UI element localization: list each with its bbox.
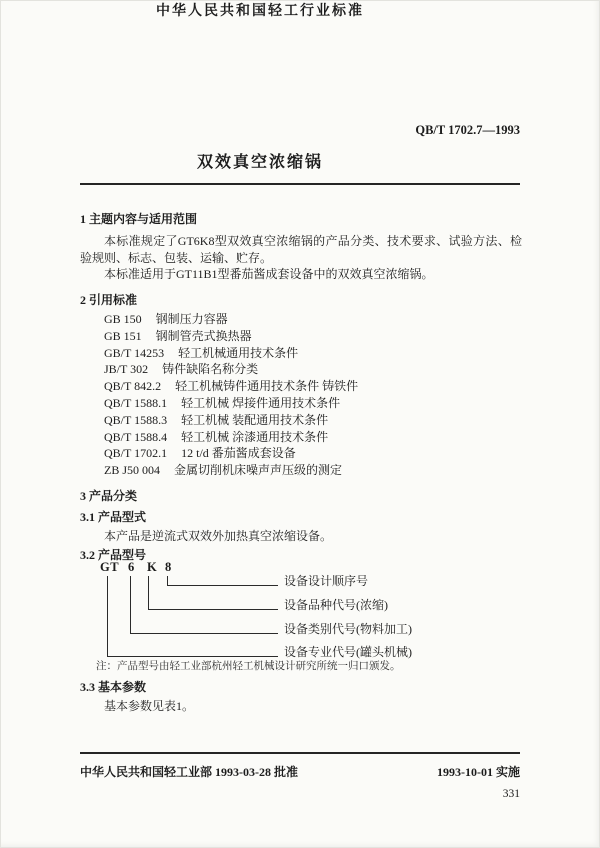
section3-heading: 3 产品分类 [80,489,138,503]
reference-item [104,311,524,328]
model-callout-line [107,576,278,657]
section3-3-text: 基本参数见表1。 [104,699,195,713]
model-callout-label: 设备类别代号(物料加工) [284,622,412,636]
model-code-part: 8 [165,560,172,574]
reference-item [104,395,524,412]
document-title: 双效真空浓缩锅 [196,154,323,171]
reference-code: QB/T 1588.1 [104,395,168,410]
reference-title: 钢制压力容器 [155,312,228,326]
reference-code: GB 150 [104,312,142,326]
footer-rule [80,752,520,754]
reference-item [104,429,524,446]
implementation-date: 1993-10-01 实施 [437,765,520,779]
section3-2-heading: 3.2 产品型号 [80,548,147,562]
section1-paragraph-applicability: 本标准适用于GT11B1型番茄酱成套设备中的双效真空浓缩锅。 [104,267,434,281]
model-code-part: GT [100,560,120,574]
model-code-part: K [147,560,158,574]
reference-item [104,345,524,362]
reference-item [104,328,524,345]
reference-item [104,361,524,378]
section3-1-heading: 3.1 产品型式 [80,510,147,524]
reference-code: ZB J50 004 [104,463,161,478]
reference-code: QB/T 842.2 [104,379,162,394]
reference-title: 12 t/d 番茄酱成套设备 [181,446,296,461]
reference-code: QB/T 1702.1 [104,446,168,461]
reference-item [104,412,524,429]
product-model-diagram [100,560,520,665]
standard-code: QB/T 1702.7—1993 [415,123,520,137]
reference-code: GB/T 14253 [104,345,165,360]
page-number: 331 [502,788,520,800]
reference-code: GB 151 [104,328,142,343]
model-code-part: 6 [128,560,135,574]
reference-title: 轻工机械铸件通用技术条件 铸铁件 [175,379,359,394]
reference-code: QB/T 1588.3 [104,412,168,427]
reference-title: 轻工机械 涂漆通用技术条件 [181,429,329,444]
reference-item [104,445,524,462]
reference-item [104,378,524,395]
model-callout-label: 设备设计顺序号 [284,574,369,588]
header-rule [80,183,520,185]
reference-title: 轻工机械 焊接件通用技术条件 [181,395,341,410]
reference-item [104,462,524,479]
section1-heading: 1 主题内容与适用范围 [80,212,198,226]
model-callout-label: 设备专业代号(罐头机械) [284,645,412,659]
section1-paragraph-scope: 本标准规定了GT6K8型双效真空浓缩锅的产品分类、技术要求、试验方法、检验规则、标志、包装、运输、贮存。 [80,234,522,265]
reference-title: 轻工机械通用技术条件 [178,345,299,360]
reference-list [104,311,524,479]
reference-code: QB/T 1588.4 [104,429,168,444]
reference-code: JB/T 302 [104,362,149,377]
reference-title: 金属切削机床噪声声压级的测定 [174,463,343,478]
model-note: 注：产品型号由轻工业部杭州轻工机械设计研究所统一归口颁发。 [96,661,401,672]
reference-title: 钢制管壳式换热器 [155,328,252,343]
section3-1-text: 本产品是逆流式双效外加热真空浓缩设备。 [104,529,333,543]
model-callout-label: 设备品种代号(浓缩) [284,598,388,612]
approval-line: 中华人民共和国轻工业部 1993-03-28 批准 [80,765,298,779]
reference-title: 轻工机械 装配通用技术条件 [181,412,329,427]
section2-heading: 2 引用标准 [80,293,138,307]
reference-title: 铸件缺陷名称分类 [162,362,259,377]
section3-3-heading: 3.3 基本参数 [80,680,147,694]
standard-org-line: 中华人民共和国轻工行业标准 [156,4,364,19]
